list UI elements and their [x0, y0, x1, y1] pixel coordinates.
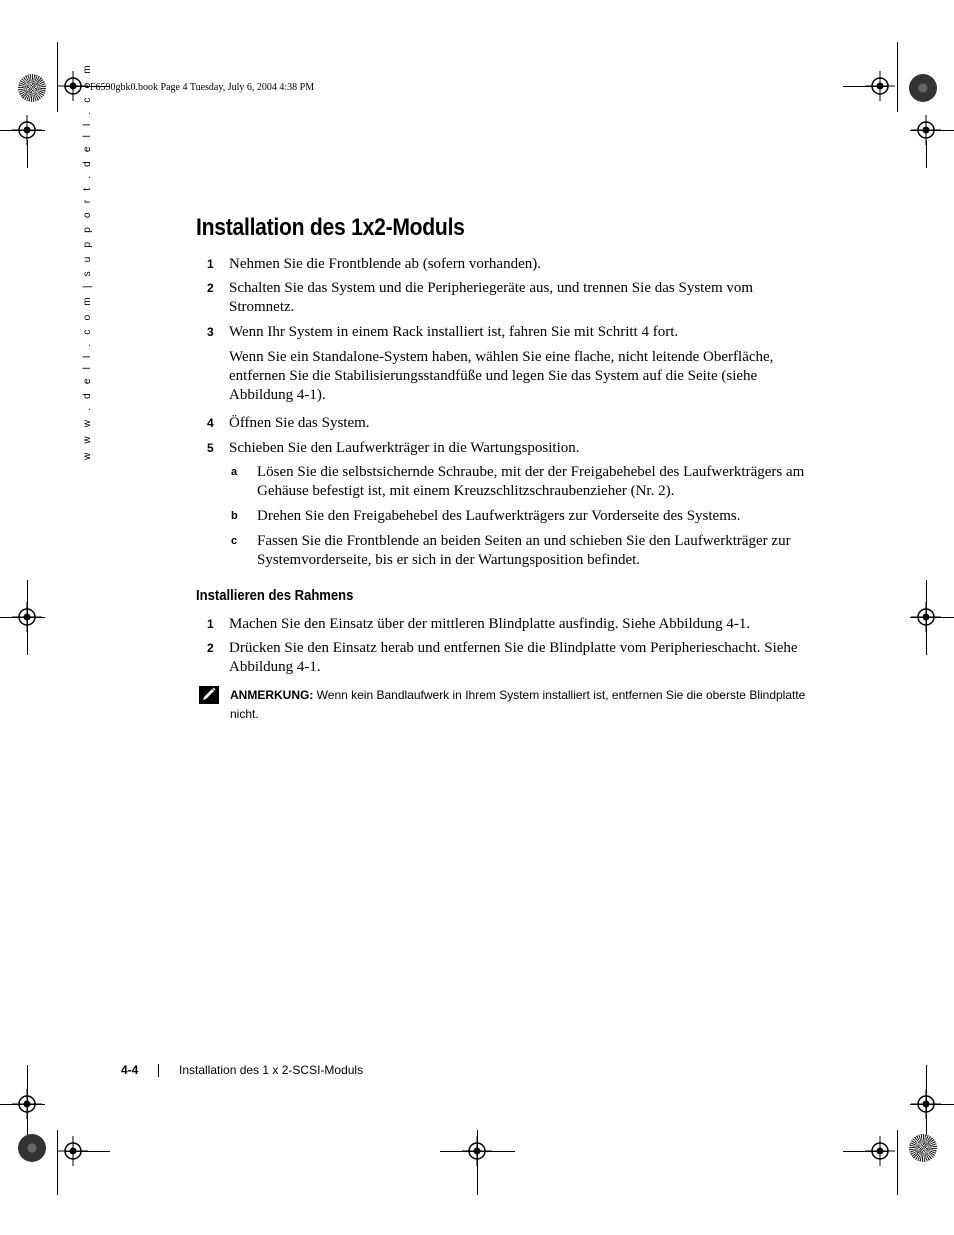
step-number: 2 [207, 641, 214, 655]
note-pencil-icon [199, 686, 219, 704]
registration-mark-icon [12, 115, 42, 145]
step-number: 4 [207, 416, 214, 430]
registration-mark-icon [911, 1089, 941, 1119]
substep-text: Fassen Sie die Frontblende an beiden Seiten an und schieben Sie den Laufwerkträger zur Systemvorderseite, bis er sich in der Wartungsposition befindet. [257, 533, 791, 568]
step-text: Machen Sie den Einsatz über der mittleren Blindplatte ausfindig. Siehe Abbildung 4-1. [229, 616, 751, 632]
registration-mark-icon [911, 115, 941, 145]
step-number: 2 [207, 281, 214, 295]
registration-mark-icon [58, 1136, 88, 1166]
color-target-icon [18, 1134, 46, 1162]
registration-mark-icon [911, 602, 941, 632]
color-target-icon [18, 74, 46, 102]
footer-separator [158, 1064, 159, 1077]
step-number: 1 [207, 617, 214, 631]
step-number: 1 [207, 257, 214, 271]
page-title: Installation des 1x2-Moduls [196, 214, 465, 241]
registration-mark-icon [462, 1136, 492, 1166]
substep-text: Drehen Sie den Freigabehebel des Laufwerkträgers zur Vorderseite des Systems. [257, 508, 741, 524]
note-label: ANMERKUNG: [230, 688, 314, 702]
substep-letter: c [231, 535, 238, 547]
step-text: Schieben Sie den Laufwerkträger in die Wartungsposition. [229, 440, 580, 456]
substep-text: Lösen Sie die selbstsichernde Schraube, mit der der Freigabehebel des Laufwerkträgers am Gehäuse befestigt ist, mit einem Kreuzschlitzschraubenzieher (Nr. 2). [257, 464, 805, 499]
step-number: 5 [207, 441, 214, 455]
step-text: Öffnen Sie das System. [229, 415, 370, 431]
substep-letter: a [231, 466, 238, 478]
step-text: Schalten Sie das System und die Peripheriegeräte aus, und trennen Sie das System vom Stromnetz. [229, 280, 754, 315]
step-text: Drücken Sie den Einsatz herab und entfernen Sie die Blindplatte vom Peripherieschacht. Siehe Abbildung 4-1. [229, 640, 798, 675]
color-target-icon [909, 74, 937, 102]
registration-mark-icon [12, 1089, 42, 1119]
section-heading: Installieren des Rahmens [196, 588, 354, 604]
side-url: w w w . d e l l . c o m | s u p p o r t . d e l l . c o m [82, 62, 93, 460]
substep-letter: b [231, 510, 238, 522]
file-info-header: F6590gbk0.book Page 4 Tuesday, July 6, 2004 4:38 PM [90, 82, 315, 93]
step-text: Wenn Ihr System in einem Rack installiert ist, fahren Sie mit Schritt 4 fort. [229, 324, 679, 340]
page-number: 4-4 [121, 1063, 139, 1077]
registration-mark-icon [12, 602, 42, 632]
note-block [230, 686, 810, 724]
registration-mark-icon [865, 71, 895, 101]
color-target-icon [909, 1134, 937, 1162]
registration-mark-icon [865, 1136, 895, 1166]
step-text: Nehmen Sie die Frontblende ab (sofern vorhanden). [229, 256, 541, 272]
step-text: Wenn Sie ein Standalone-System haben, wählen Sie eine flache, nicht leitende Oberfläche, entfernen Sie die Stabilisierungsstandfüße und legen Sie das System auf die Seite (siehe Abbildung 4-1). [229, 349, 774, 403]
note-text: Wenn kein Bandlaufwerk in Ihrem System installiert ist, entfernen Sie die oberste Blindplatte nicht. [230, 688, 806, 721]
footer-chapter-title: Installation des 1 x 2-SCSI-Moduls [179, 1063, 364, 1077]
step-number: 3 [207, 325, 214, 339]
